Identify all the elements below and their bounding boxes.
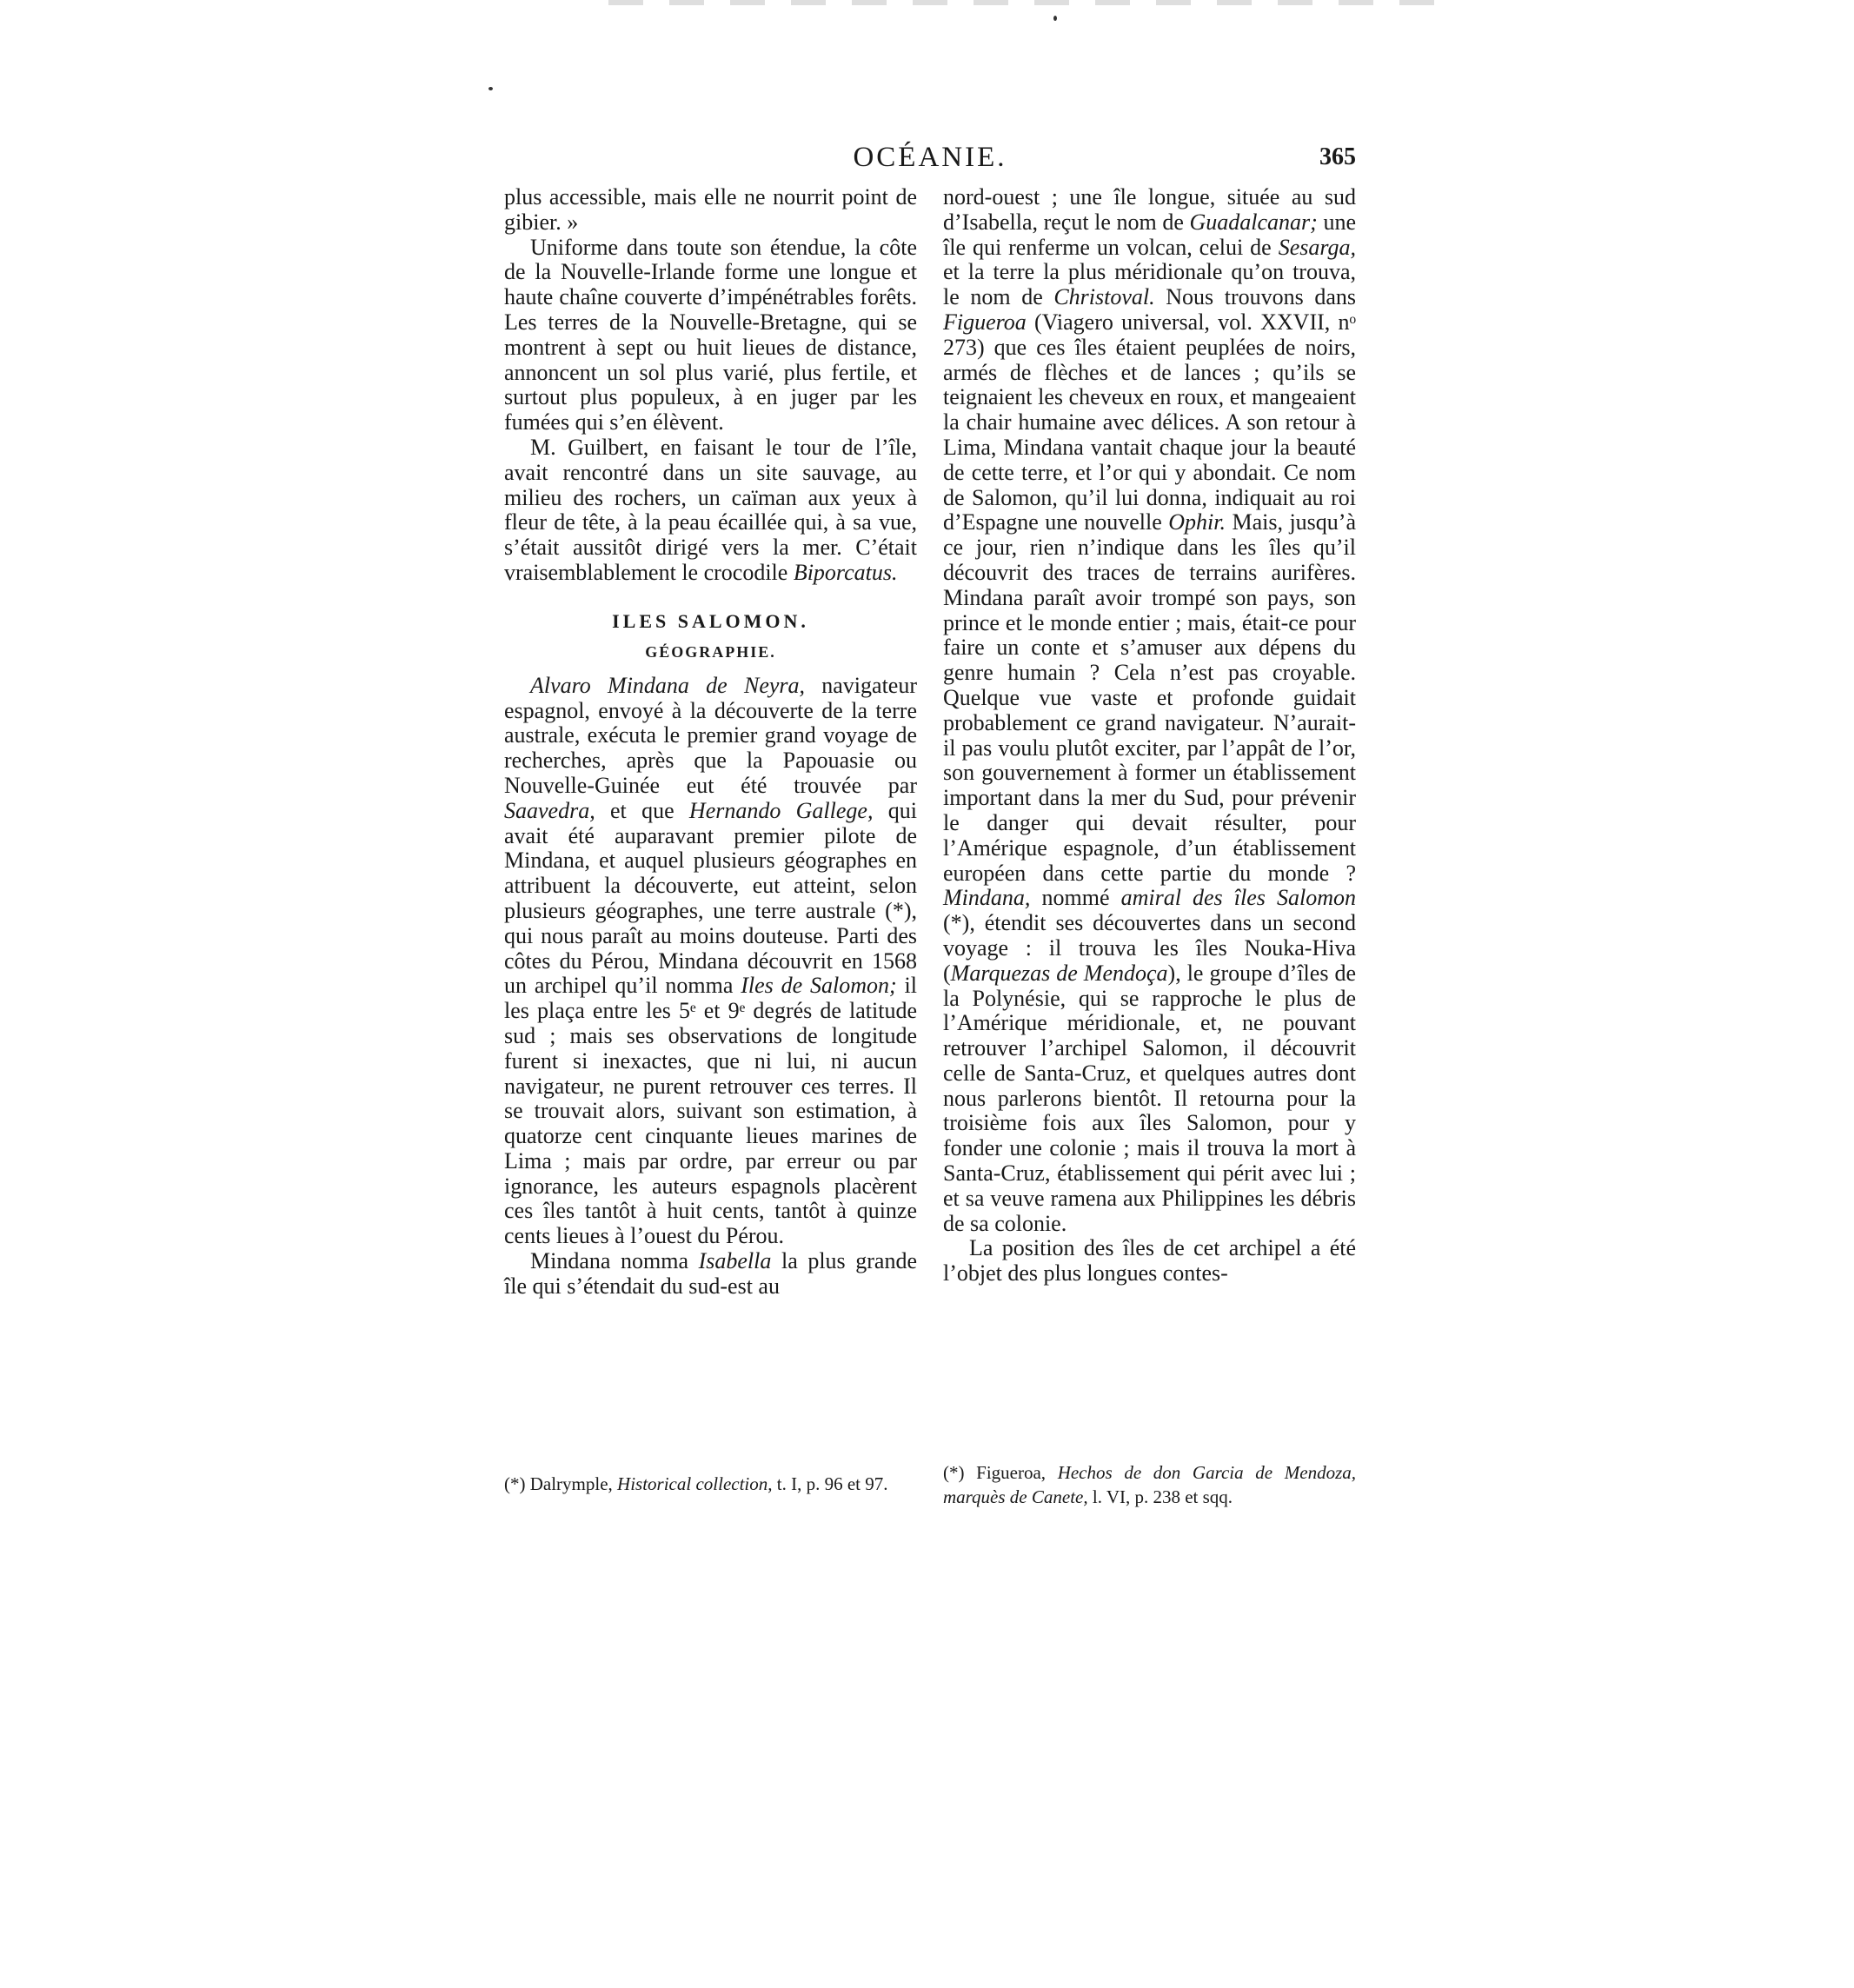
running-head — [504, 142, 1356, 183]
text-run: il les plaça entre les 5ᵉ et 9ᵉ degrés de latitude sud ; mais ses observations de longitude furent si inexactes, que ni lui, ni aucun navigateur, ne purent retrouver ces terres. Il se trouvait alors, suivant son estimation, à quatorze cent cinquante lieues marines de Lima ; mais par ordre, par erreur ou par ignorance, les auteurs espagnols placèrent ces îles tantôt à huit cents, tantôt à quinze cents lieues à l’ouest du Pérou. — [504, 973, 917, 1249]
italic-term: Mindana, — [943, 885, 1031, 911]
italic-term: Alvaro Mindana de Neyra, — [530, 672, 806, 698]
paragraph: plus accessible, mais elle ne nourrit point de gibier. » — [504, 184, 917, 235]
italic-term: Biporcatus. — [793, 559, 898, 585]
text-run: ), le groupe d’îles de la Polynésie, qui se rapproche le plus de l’Amérique méridionale, et, ne pouvant retrouver l’archipel Salomon, il découvrit celle de Santa-Cruz, et quelques autres dont nous parlerons bientôt. Il retourna pour la troisième fois aux îles Salomon, pour y fonder une colonie ; mais il trouva la mort à Santa-Cruz, établissement qui périt avec lui ; et sa veuve ramena aux Philippines les débris de sa colonie. — [943, 960, 1356, 1236]
paragraph: La position des îles de cet archipel a été l’objet des plus longues contes- — [943, 1235, 1356, 1287]
italic-term: Iles de Salomon; — [741, 973, 897, 999]
text-run: navigateur espagnol, envoyé à la découverte de la terre australe, exécuta le premier grand voyage de recherches, après que la Papouasie ou Nouvelle-Guinée eut été trouvée par — [504, 672, 917, 798]
italic-term: amiral des îles Salomon — [1120, 885, 1356, 911]
text-run: (*), étendit ses découvertes dans un second voyage : il trouva les îles Nouka-Hiva ( — [943, 910, 1356, 986]
italic-term: Historical collection, — [617, 1473, 773, 1494]
text-run: (Viagero universal, vol. XXVII, nᵒ 273) que ces îles étaient peuplées de noirs, armés de flèches et de lances ; qu’ils se teignaient les cheveux en roux, et mangeaient la chair humaine avec délices. A son retour à Lima, Mindana vantait chaque jour la beauté de cette terre, et l’or qui y abondait. Ce nom de Salomon, qu’il lui donna, indiquait au roi d’Espagne une nouvelle — [943, 309, 1356, 535]
section-heading: ILES SALOMON. — [612, 609, 809, 632]
section-subheading: GÉOGRAPHIE. — [645, 642, 776, 661]
italic-term: Christoval. — [1053, 284, 1155, 310]
text-run: nord-ouest ; une île longue, située au sud d’Isabella, reçut le nom de — [943, 184, 1356, 235]
text-run: t. I, p. 96 et 97. — [772, 1473, 888, 1494]
paragraph — [504, 1249, 917, 1300]
text-run: une île qui renferme un volcan, celui de — [943, 209, 1356, 260]
paragraph — [504, 674, 917, 1249]
text-run: (*) Dalrymple, — [504, 1473, 618, 1494]
text-run: (*) Figueroa, — [943, 1462, 1058, 1483]
page-title: OCÉANIE. — [853, 142, 1007, 173]
text-run: l. VI, p. 238 et sqq. — [1087, 1486, 1233, 1507]
scan-speck — [488, 87, 493, 90]
text-run: Nous trouvons dans — [1154, 284, 1356, 310]
italic-term: Ophir. — [1168, 509, 1226, 535]
italic-term: Isabella — [698, 1248, 772, 1274]
footnote-right — [943, 1460, 1356, 1509]
scan-speck — [1053, 16, 1057, 21]
text-run: Mais, jusqu’à ce jour, rien n’indique dans les îles qu’il découvrit des traces de terrains aurifères. Mindana paraît avoir trompé son pays, son prince et le monde entier ; mais, était-ce pour faire un conte et s’amuser aux dépens du genre humain ? Cela n’est pas croyable. Quelque vue vaste et profonde guidait probablement ce grand navigateur. N’aurait-il pas voulu plutôt exciter, par l’appât de l’or, son gouvernement à former un établissement important dans la mer du Sud, pour prévenir le danger qui devait résulter, pour l’Amérique espagnole, d’un établissement européen dans cette partie du monde ? — [943, 509, 1356, 886]
italic-term: Figueroa — [943, 309, 1027, 335]
page-number: 365 — [1319, 143, 1356, 170]
scan-artifact-line — [608, 0, 1443, 5]
text-run: qui avait été auparavant premier pilote de Mindana, et auquel plusieurs géographes en attribuent la découverte, eut atteint, selon plusieurs géographes, une terre australe (*), qui nous paraît au moins douteuse. Parti des côtes du Pérou, Mindana découvrit en 1568 un archipel qu’il nomma — [504, 797, 917, 999]
italic-term: Hernando Gallege, — [688, 797, 874, 823]
paragraph: Uniforme dans toute son étendue, la côte de la Nouvelle-Irlande forme une longue et haute chaîne couverte d’impénétrables forêts. Les terres de la Nouvelle-Bretagne, qui se montrent à sept ou huit lieues de distance, annoncent un sol plus varié, plus fertile, et surtout plus populeux, à en juger par les fumées qui s’en élèvent. — [504, 234, 917, 435]
paragraph-text: M. Guilbert, en faisant le tour de l’île, avait rencontré dans un site sauvage, au milieu des rochers, un caïman aux yeux à fleur de tête, à la peau écaillée qui, à sa vue, s’était aussitôt dirigé vers la mer. C’était vraisemblablement le crocodile — [504, 434, 917, 585]
paragraph — [943, 185, 1356, 1236]
italic-term: Hechos de don Garcia de Mendoza, marquès de Canete, — [943, 1462, 1356, 1507]
text-run: et la terre la plus méridionale qu’on trouva, le nom de — [943, 259, 1356, 310]
left-column — [504, 185, 917, 1300]
text-run: Mindana nomma — [530, 1248, 699, 1274]
book-page — [504, 135, 1356, 1543]
italic-term: Saavedra, — [504, 797, 595, 823]
italic-term: Guadalcanar; — [1189, 209, 1318, 235]
text-run: nommé — [1030, 885, 1121, 911]
text-run: et que — [595, 797, 689, 823]
italic-term: Sesarga, — [1278, 234, 1356, 260]
italic-term: Marquezas de Mendoça — [950, 960, 1168, 986]
right-column — [943, 185, 1356, 1287]
paragraph — [504, 435, 917, 586]
footnote-left — [504, 1472, 917, 1496]
text-run: la plus grande île qui s’étendait du sud-est au — [504, 1248, 917, 1299]
